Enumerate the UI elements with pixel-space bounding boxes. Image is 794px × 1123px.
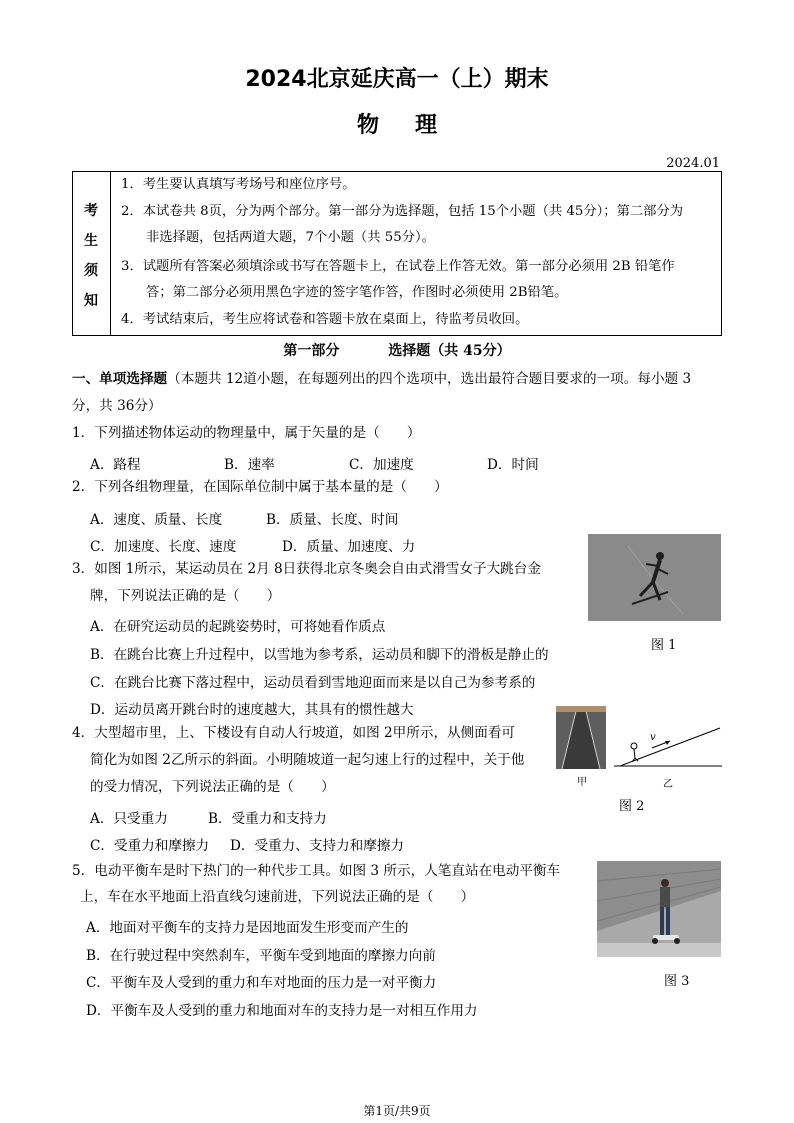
exam-subject: 物理 — [356, 112, 473, 138]
figure-2b-label: 乙 — [663, 779, 673, 790]
exam-title: 2024北京延庆高一（上）期末 — [245, 67, 549, 92]
notice-item: 1．考生要认真填写考场号和座位序号。 — [121, 177, 356, 192]
q1-option-c: C．加速度 — [349, 457, 414, 473]
section-instructions-rest: （本题共 12道小题，在每题列出的四个选项中，选出最符合题目要求的一项。每小题 3 — [167, 371, 692, 387]
q4-stem: 4．大型超市里，上、下楼设有自动人行坡道，如图 2甲所示，从侧面看可 — [72, 725, 516, 741]
notice-item: 2．本试卷共 8页，分为两个部分。第一部分为选择题，包括 15个小题（共 45分）；第二部分为 — [121, 204, 684, 219]
exam-date: 2024.01 — [666, 156, 720, 171]
q2-option-c: C．加速度、长度、速度 — [90, 539, 237, 555]
notice-item: 答；第二部分必须用黑色字迹的签字笔作答，作图时必须使用 2B铅笔。 — [146, 285, 568, 300]
section-part: 第一部分 — [283, 343, 340, 359]
notice-item: 非选择题，包括两道大题，7个小题（共 55分）。 — [146, 230, 435, 245]
figure-2b-incline-diagram — [614, 724, 724, 772]
section-instructions-bold: 一、单项选择题 — [72, 371, 168, 387]
q5-stem-cont: 上，车在水平地面上沿直线匀速前进，下列说法正确的是（ ） — [80, 889, 475, 905]
q1-option-d: D．时间 — [487, 457, 539, 473]
figure-1-caption: 图 1 — [651, 638, 677, 653]
figure-2-caption: 图 2 — [619, 799, 645, 814]
q2-option-a: A．速度、质量、长度 — [90, 512, 223, 528]
section-instructions — [72, 366, 691, 393]
q4-stem-cont: 简化为如图 2乙所示的斜面。小明随坡道一起匀速上行的过程中，关于他 — [90, 752, 525, 768]
q1-option-b: B．速率 — [224, 457, 275, 473]
q1-stem: 1．下列描述物体运动的物理量中，属于矢量的是（ ） — [72, 425, 421, 441]
q4-stem-cont2: 的受力情况，下列说法正确的是（ ） — [90, 779, 335, 795]
q5-option-c: C．平衡车及人受到的重力和车对地面的压力是一对平衡力 — [86, 975, 437, 991]
section-instructions-line2: 分，共 36分） — [72, 398, 162, 414]
notice-label-char: 考 — [84, 203, 98, 219]
figure-2b-velocity-label: v — [650, 732, 656, 743]
q3-option-d: D．运动员离开跳台时的速度越大，其具有的惯性越大 — [90, 702, 414, 718]
q2-stem: 2．下列各组物理量，在国际单位制中属于基本量的是（ ） — [72, 479, 448, 495]
q3-option-a: A．在研究运动员的起跳姿势时，可将她看作质点 — [90, 619, 386, 635]
notice-label-char: 知 — [84, 293, 98, 309]
figure-3-balance-scooter-photo — [597, 861, 721, 957]
q4-option-a: A．只受重力 — [90, 811, 168, 827]
q2-option-d: D．质量、加速度、力 — [282, 539, 416, 555]
q4-option-d: D．受重力、支持力和摩擦力 — [230, 838, 405, 854]
figure-2a-label: 甲 — [577, 777, 587, 788]
notice-label — [73, 172, 111, 335]
q2-option-b: B．质量、长度、时间 — [266, 512, 399, 528]
notice-item: 4．考试结束后，考生应将试卷和答题卡放在桌面上，待监考员收回。 — [121, 312, 529, 327]
q5-option-a: A．地面对平衡车的支持力是因地面发生形变而产生的 — [86, 920, 409, 936]
skier-icon — [588, 534, 721, 621]
scooter-rider-icon — [597, 861, 721, 957]
q3-option-c: C．在跳台比赛下落过程中，运动员看到雪地迎面而来是以自己为参考系的 — [90, 675, 536, 691]
section-name: 选择题（共 45分） — [388, 343, 511, 359]
notice-item: 3．试题所有答案必须填涂或书写在答题卡上，在试卷上作答无效。第一部分必须用 2B 铅笔作 — [121, 259, 675, 274]
q4-option-c: C．受重力和摩擦力 — [90, 838, 210, 854]
figure-3-caption: 图 3 — [664, 974, 690, 989]
q1-option-a: A．路程 — [90, 457, 141, 473]
q3-stem-cont: 牌，下列说法正确的是（ ） — [90, 588, 281, 604]
notice-label-char: 生 — [84, 233, 98, 249]
q4-option-b: B．受重力和支持力 — [208, 811, 327, 827]
q3-stem: 3．如图 1所示，某运动员在 2月 8日获得北京冬奥会自由式滑雪女子大跳台金 — [72, 561, 541, 577]
section-heading — [0, 340, 794, 360]
figure-2a-escalator-photo — [556, 706, 606, 769]
page-number: 第1页/共9页 — [363, 1104, 431, 1118]
q5-option-d: D．平衡车及人受到的重力和地面对车的支持力是一对相互作用力 — [86, 1003, 478, 1019]
notice-label-char: 须 — [84, 263, 98, 279]
escalator-icon — [556, 706, 606, 769]
q5-stem: 5．电动平衡车是时下热门的一种代步工具。如图 3 所示，人笔直站在电动平衡车 — [72, 863, 561, 879]
q3-option-b: B．在跳台比赛上升过程中，以雪地为参考系，运动员和脚下的滑板是静止的 — [90, 647, 549, 663]
q5-option-b: B．在行驶过程中突然刹车，平衡车受到地面的摩擦力向前 — [86, 948, 436, 964]
exam-notice-box — [72, 171, 722, 336]
figure-1-skier-photo — [588, 534, 721, 621]
